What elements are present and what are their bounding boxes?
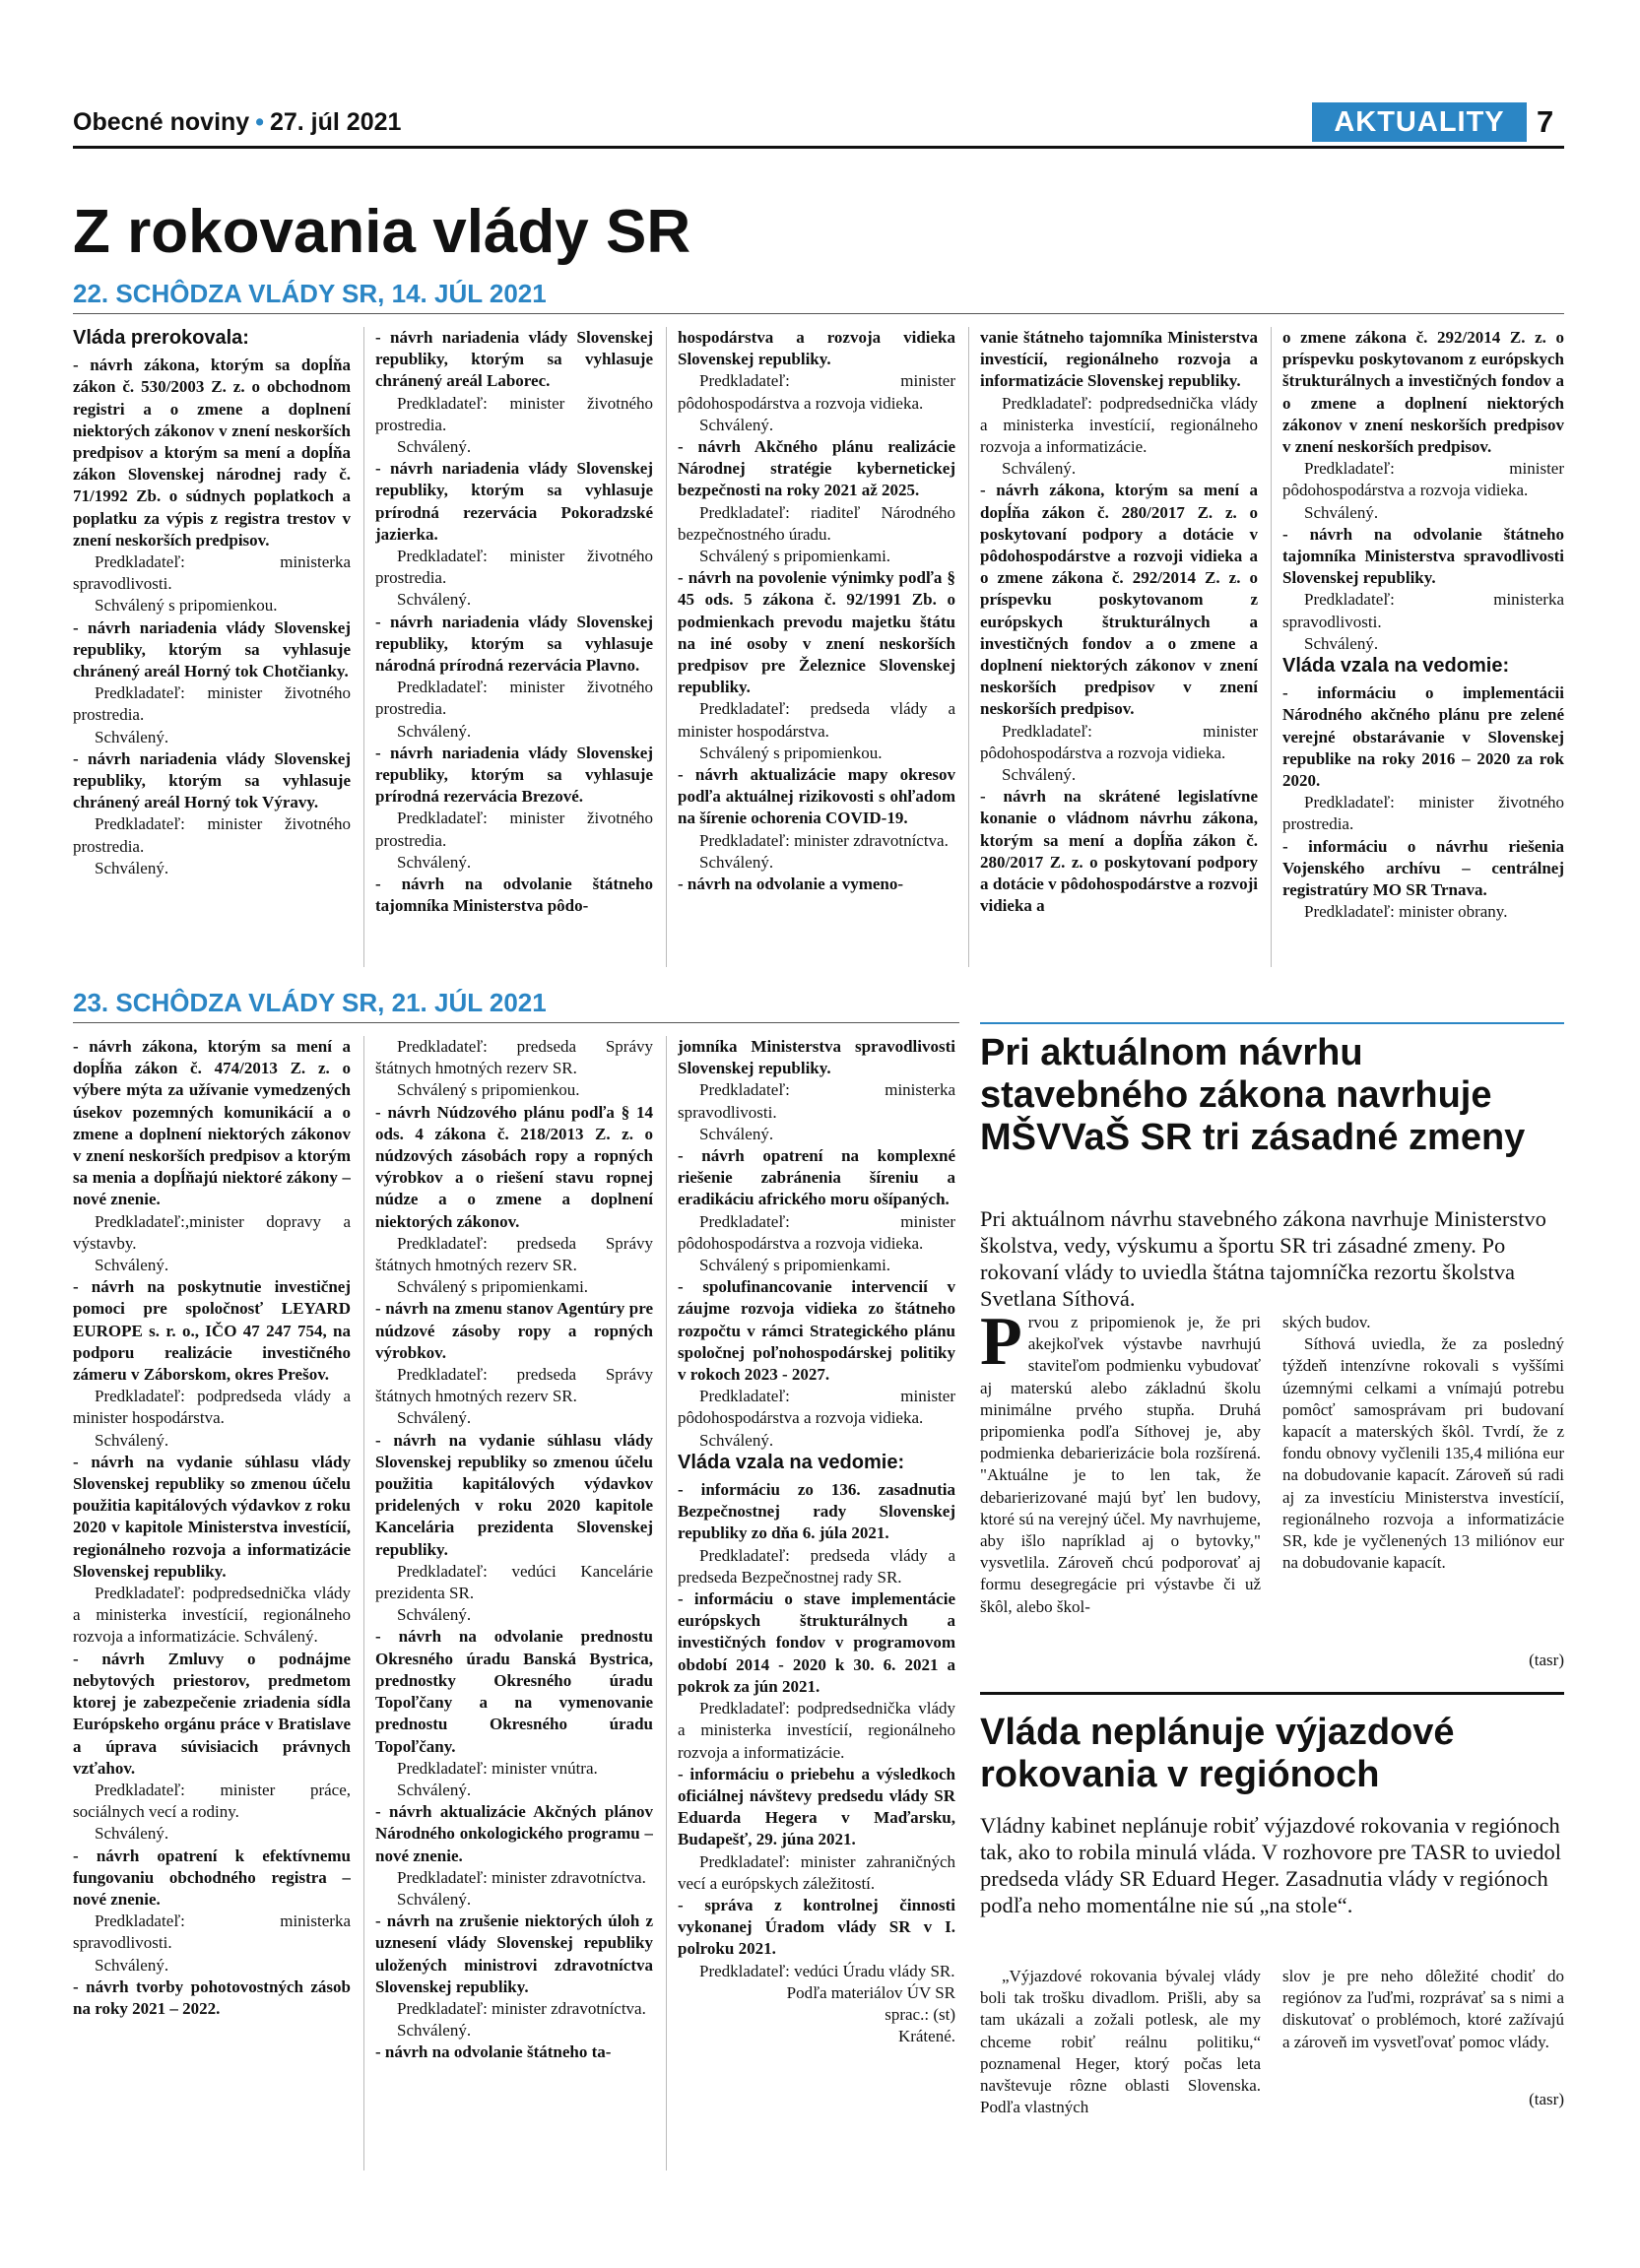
status: Schválený s pripomienkou. — [95, 596, 278, 616]
agenda-item: - návrh aktualizácie Akčných plánov Národného onkologického programu – nové znenie. — [375, 1802, 653, 1865]
article1-title: Pri aktuálnom návrhu stavebného zákona navrhuje MŠVVaŠ SR tri zásadné zmeny — [980, 1032, 1526, 1158]
status: Schválený. — [1304, 633, 1379, 653]
agenda-item: - návrh Akčného plánu realizácie Národnej stratégie kybernetickej bezpečnosti na roky 2021 až 2025. — [678, 437, 955, 500]
s23-column-2 — [375, 1036, 653, 2171]
column-divider — [666, 327, 667, 967]
submitter: Predkladateľ: predseda Správy štátnych hmotných rezerv SR. — [375, 1233, 653, 1275]
submitter: Predkladateľ: minister pôdohospodárstva a rozvoja vidieka. — [678, 1211, 955, 1253]
agenda-item: - návrh na odvolanie a vymeno- — [678, 875, 904, 894]
article1-body-col1 — [980, 1312, 1261, 1666]
status: Schválený. — [397, 1408, 472, 1428]
status: Schválený s pripomienkami. — [699, 1256, 891, 1275]
s22-column-3 — [678, 327, 955, 967]
submitter: Predkladateľ: minister životného prostredia. — [375, 809, 653, 850]
agenda-item: - informáciu o návrhu riešenia Vojenského archívu – centrálnej registratúry MO SR Trnava. — [1282, 836, 1564, 900]
agenda-item: - informáciu zo 136. zasadnutia Bezpečnostnej rady Slovenskej republiky zo dňa 6. júla 2021. — [678, 1480, 955, 1543]
status: Schválený s pripomienkami. — [397, 1277, 589, 1297]
agenda-item: vanie štátneho tajomníka Ministerstva investícií, regionálneho rozvoja a informatizácie Slovenskej republiky. — [980, 328, 1258, 391]
agenda-item: - návrh nariadenia vlády Slovenskej republiky, ktorým sa vyhlasuje prírodná rezervácia Pokoradzské jazierka. — [375, 459, 653, 544]
agenda-item: - návrh na povolenie výnimky podľa § 45 ods. 5 zákona č. 92/1991 Zb. o podmienkach prevodu majetku štátu na iné osoby v znení neskorších predpisov pre Železnice Slovenskej republiky. — [678, 568, 955, 697]
status: Schválený. — [1304, 502, 1379, 522]
submitter: Predkladateľ: predseda vlády a predseda Bezpečnostnej rady SR. — [678, 1545, 955, 1587]
agenda-item: - návrh opatrení na komplexné riešenie zabránenia šíreniu a eradikáciu afrického moru ošípaných. — [678, 1146, 955, 1209]
submitter: Predkladateľ:,minister dopravy a výstavby. — [73, 1211, 351, 1253]
page-number: 7 — [1537, 104, 1554, 139]
article1-dropcap: P — [980, 1312, 1022, 1380]
agenda-item: jomníka Ministerstva spravodlivosti Slovenskej republiky. — [678, 1037, 955, 1078]
submitter: Predkladateľ: ministerka spravodlivosti. — [73, 1912, 351, 1953]
submitter: Predkladateľ: ministerka spravodlivosti. — [73, 552, 351, 594]
status: Schválený. — [397, 1780, 472, 1799]
agenda-item: - návrh Zmluvy o podnájme nebytových priestorov, predmetom ktorej je zabezpečenie zriadenia sídla Európskeho orgánu práce v Bratislave a úprava súvisiacich právnych vzťahov. — [73, 1649, 351, 1778]
article2-body-col2 — [1282, 1966, 1564, 2084]
agenda-item: - informáciu o stave implementácie európskych štrukturálnych a investičných fondov v programovom období 2014 - 2020 k 30. 6. 2021 a pokrok za jún 2021. — [678, 1589, 955, 1696]
status: Schválený. — [95, 858, 169, 877]
status: Schválený s pripomienkami. — [699, 547, 891, 566]
agenda-item: - návrh zákona, ktorým sa mení a dopĺňa zákon č. 280/2017 Z. z. o poskytovaní podpory a dotácie v pôdohospodárstve a rozvoji vidieka a o zmene zákona č. 292/2014 Z. z. o príspevku poskytovanom z európskych štrukturálnych a investičných fondov a o zmene a doplnení niektorých zákonov v znení neskorších predpisov v znení neskorších predpisov. — [980, 481, 1258, 719]
section-badge: AKTUALITY — [1312, 102, 1527, 142]
source-note: Krátené. — [897, 2027, 955, 2046]
agenda-item: - návrh na odvolanie prednostu Okresného úradu Banská Bystrica, prednostky Okresného úradu Topoľčany a na vymenovanie prednostu Okresného úradu Topoľčany. — [375, 1627, 653, 1756]
article2-body-text2: slov je pre neho dôležité chodiť do regiónov za ľuďmi, rozprávať sa s nimi a diskutovať o problémoch, ktoré zažívajú a zároveň im vysvetľovať pomoc vlády. — [1282, 1967, 1564, 2051]
masthead — [73, 108, 401, 137]
column-divider — [666, 1036, 667, 2171]
submitter: Predkladateľ: podpredseda vlády a minister hospodárstva. — [73, 1387, 351, 1428]
column-divider — [363, 1036, 364, 2171]
agenda-item: - návrh zákona, ktorým sa dopĺňa zákon č. 530/2003 Z. z. o obchodnom registri a o zmene a doplnení niektorých zákonov v znení neskorších predpisov a ktorým sa mení a dopĺňa zákon Slovenskej národnej rady č. 71/1992 Zb. o súdnych poplatkoch a poplatku za výpis z registra trestov v znení neskorších predpisov. — [73, 356, 351, 550]
separator-dot: • — [255, 108, 264, 136]
status: Schválený. — [397, 437, 472, 457]
status: Schválený. — [397, 852, 472, 872]
article2-body-text1: „Výjazdové rokovania bývalej vlády boli tak trošku divadlom. Prišli, aby sa tam ukázali a zožali potlesk, ale my chceme robiť reálnu politiku,“ poznamenal Heger, ktorý počas leta navštevuje rôzne oblasti Slovenska. Podľa vlastných — [980, 1967, 1261, 2117]
submitter: Predkladateľ: minister zdravotníctva. — [397, 1998, 646, 2018]
submitter: Predkladateľ: minister zdravotníctva. — [699, 830, 949, 850]
agenda-item: - návrh tvorby pohotovostných zásob na roky 2021 – 2022. — [73, 1976, 351, 2018]
article1-credit: (tasr) — [1529, 1651, 1564, 1669]
submitter: Predkladateľ: minister vnútra. — [397, 1758, 598, 1778]
agenda-item: - návrh na odvolanie štátneho ta- — [375, 2042, 612, 2062]
status: Schválený. — [95, 1430, 169, 1450]
agenda-item: - návrh na vydanie súhlasu vlády Slovenskej republiky so zmenou účelu použitia kapitálových výdavkov z roku 2020 v kapitole Ministerstva investícií, regionálneho rozvoja a informatizácie Slovenskej republiky. — [73, 1452, 351, 1581]
status: Schválený. — [699, 415, 774, 434]
subheading: Vláda vzala na vedomie: — [1282, 655, 1510, 678]
source-note: sprac.: (st) — [885, 2004, 955, 2024]
submitter: Predkladateľ: minister životného prostredia. — [73, 683, 351, 725]
status: Schválený. — [397, 1605, 472, 1625]
status: Schválený. — [699, 852, 774, 872]
article-separator — [980, 1692, 1564, 1695]
status: Schválený. — [397, 2021, 472, 2041]
submitter: Predkladateľ: minister práce, sociálnych vecí a rodiny. — [73, 1780, 351, 1822]
agenda-item: - správa z kontrolnej činnosti vykonanej Úradom vlády SR v I. polroku 2021. — [678, 1895, 955, 1959]
submitter: Predkladateľ: vedúci Kancelárie prezidenta SR. — [375, 1561, 653, 1603]
submitter: Predkladateľ: ministerka spravodlivosti. — [678, 1080, 955, 1122]
header-rule — [73, 146, 1564, 149]
submitter: Predkladateľ: minister životného prostredia. — [375, 678, 653, 719]
submitter: Predkladateľ: minister pôdohospodárstva a rozvoja vidieka. — [678, 1387, 955, 1428]
submitter: Predkladateľ: minister zahraničných vecí a európskych záležitostí. — [678, 1851, 955, 1893]
agenda-item: - informáciu o implementácii Národného akčného plánu pre zelené verejné obstarávanie v Slovenskej republike na roky 2016 – 2020 za rok 2020. — [1282, 683, 1564, 791]
submitter: Predkladateľ: riaditeľ Národného bezpečnostného úradu. — [678, 502, 955, 544]
agenda-item: - návrh na vydanie súhlasu vlády Slovenskej republiky so zmenou účelu použitia kapitálových výdavkov pridelených v roku 2020 kapitole Kancelária prezidenta Slovenskej republiky. — [375, 1430, 653, 1559]
agenda-item: - návrh nariadenia vlády Slovenskej republiky, ktorým sa vyhlasuje chránený areál Laborec. — [375, 328, 653, 391]
article1-body-col2 — [1282, 1312, 1564, 1647]
agenda-item: - návrh nariadenia vlády Slovenskej republiky, ktorým sa vyhlasuje chránený areál Horný tok Chotčianky. — [73, 617, 351, 681]
status: Schválený. — [95, 1256, 169, 1275]
s22-column-1 — [73, 327, 351, 967]
submitter: Predkladateľ: minister životného prostredia. — [73, 814, 351, 856]
article2-title: Vláda neplánuje výjazdové rokovania v regiónoch — [980, 1712, 1455, 1795]
column-divider — [1271, 327, 1272, 967]
submitter: Predkladateľ: minister obrany. — [1304, 902, 1508, 922]
submitter: Predkladateľ: minister životného prostredia. — [1282, 793, 1564, 834]
submitter: Predkladateľ: vedúci Úradu vlády SR. — [699, 1961, 955, 1980]
status: Schválený. — [1002, 765, 1077, 785]
agenda-item: - návrh Núdzového plánu podľa § 14 ods. 4 zákona č. 218/2013 Z. z. o núdzových zásobách ropy a ropných výrobkov a o riešení stavu ropnej núdze a o zmene a doplnení niektorých zákonov. — [375, 1102, 653, 1231]
agenda-item: - návrh na poskytnutie investičnej pomoci pre spoločnosť LEYARD EUROPE s. r. o., IČO 47 247 754, na podporu realizácie investičného zámeru v Záborskom, okres Prešov. — [73, 1277, 351, 1385]
submitter: Predkladateľ: minister pôdohospodárstva a rozvoja vidieka. — [678, 371, 955, 413]
submitter: Predkladateľ: minister pôdohospodárstva a rozvoja vidieka. — [980, 721, 1258, 762]
agenda-item: - návrh na odvolanie štátneho tajomníka Ministerstva pôdo- — [375, 875, 653, 916]
agenda-item: hospodárstva a rozvoja vidieka Slovenskej republiky. — [678, 328, 955, 369]
s23-column-3 — [678, 1036, 955, 2171]
page-title: Z rokovania vlády SR — [73, 198, 691, 266]
agenda-item: - návrh na zmenu stanov Agentúry pre núdzové zásoby ropy a ropných výrobkov. — [375, 1299, 653, 1362]
submitter: Predkladateľ: podpredsednička vlády a ministerka investícií, regionálneho rozvoja a informatizácie. — [678, 1699, 955, 1762]
status: Schválený s pripomienkou. — [397, 1080, 580, 1100]
agenda-item: - návrh nariadenia vlády Slovenskej republiky, ktorým sa vyhlasuje chránený areál Horný tok Výravy. — [73, 748, 351, 812]
s22-column-4 — [980, 327, 1258, 967]
s22-column-2 — [375, 327, 653, 967]
submitter: Predkladateľ: minister životného prostredia. — [375, 547, 653, 588]
agenda-item: - návrh zákona, ktorým sa mení a dopĺňa zákon č. 474/2013 Z. z. o výbere mýta za užívanie vymedzených úsekov pozemných komunikácií a o zmene a doplnení niektorých zákonov v znení neskorších predpisov a ktorým sa menia a dopĺňajú niektoré zákony – nové znenie. — [73, 1037, 351, 1209]
submitter: Predkladateľ: ministerka spravodlivosti. — [1282, 590, 1564, 631]
status: Schválený. — [1002, 459, 1077, 479]
issue-date: 27. júl 2021 — [269, 108, 402, 136]
status: Schválený. — [95, 727, 169, 746]
submitter: Predkladateľ: predseda Správy štátnych hmotných rezerv SR. — [375, 1365, 653, 1406]
submitter: Predkladateľ: minister životného prostredia. — [375, 393, 653, 434]
column-divider — [968, 327, 969, 967]
agenda-item: - návrh opatrení k efektívnemu fungovaniu obchodného registra – nové znenie. — [73, 1846, 351, 1909]
session22-rule — [73, 313, 1564, 314]
submitter: Predkladateľ: minister zdravotníctva. — [397, 1867, 646, 1887]
article2-credit: (tasr) — [1529, 2090, 1564, 2108]
s22-column-5 — [1282, 327, 1564, 967]
article1-body-text1: rvou z pripomienok je, že pri akejkoľvek výstavbe navrhujú staviteľom podmienku vybudovať aj materskú alebo základnú školu minimálne prvého stupňa. Druhá pripomienka podľa Síthovej je, aby podmienka debarierizácie bola rozšírená. "Aktuálne je to len tak, že debarierizované majú byť len budovy, ktoré sú na verejný účel. My navrhujeme, aby išlo napríklad aj o bytovky," vysvetlila. Zároveň chcú podporovať aj formu desegregácie pri výstavbe či už škôl, alebo škol- — [980, 1313, 1261, 1616]
article1-body-text2b: Síthová uviedla, že za posledný týždeň intenzívne rokovali s vyššími územnými celkami a vnímajú potrebu pomôcť samosprávam pri budovaní kapacít a materských škôl. Tvrdí, že z fondu obnovy vyčlenili 135,4 milióna eur na dobudovanie kapacít. Zároveň sú radi aj za investíciu Ministerstva investícií, regionálneho rozvoja a informatizácie SR, kde je vyčlenených 13 miliónov eur na dobudovanie kapacít. — [1282, 1334, 1564, 1573]
status: Schválený. — [397, 590, 472, 610]
agenda-item: - návrh na skrátené legislatívne konanie o vládnom návrhu zákona, ktorým sa mení a dopĺňa zákon č. 280/2017 Z. z. o poskytovaní podpory a dotácie v pôdohospodárstve a rozvoji vidieka a — [980, 787, 1258, 916]
subheading: Vláda vzala na vedomie: — [678, 1451, 905, 1473]
subheading: Vláda prerokovala: — [73, 327, 249, 349]
agenda-item: - návrh nariadenia vlády Slovenskej republiky, ktorým sa vyhlasuje prírodná rezervácia Brezové. — [375, 743, 653, 807]
status: Schválený. — [699, 1430, 774, 1450]
publication-name: Obecné noviny — [73, 108, 250, 136]
s23-column-1 — [73, 1036, 351, 2171]
submitter: Predkladateľ: podpredsednička vlády a ministerka investícií, regionálneho rozvoja a informatizácie. — [980, 393, 1258, 457]
article2-body-col1 — [980, 1966, 1261, 2143]
status: Schválený. — [397, 721, 472, 741]
submitter: Predkladateľ: predseda Správy štátnych hmotných rezerv SR. — [375, 1037, 653, 1078]
session23-heading: 23. SCHÔDZA VLÁDY SR, 21. JÚL 2021 — [73, 988, 547, 1017]
agenda-item: - informáciu o priebehu a výsledkoch oficiálnej návštevy predsedu vlády SR Eduarda Hegera v Maďarsku, Budapešť, 29. júna 2021. — [678, 1764, 955, 1849]
agenda-item: - návrh na zrušenie niektorých úloh z uznesení vlády Slovenskej republiky uložených ministrovi zdravotníctva Slovenskej republiky. — [375, 1912, 653, 1996]
article2-lead: Vládny kabinet neplánuje robiť výjazdové rokovania v regiónoch tak, ako to robila minulá vláda. V rozhovore pre TASR to uviedol predseda vlády SR Eduard Heger. Zasadnutia vlády v regiónoch podľa neho momentálne nie sú „na stole“. — [980, 1813, 1561, 1917]
agenda-item: - návrh aktualizácie mapy okresov podľa aktuálnej rizikovosti s ohľadom na šírenie ochorenia COVID-19. — [678, 765, 955, 828]
article1-top-rule — [980, 1022, 1564, 1024]
agenda-item: o zmene zákona č. 292/2014 Z. z. o príspevku poskytovanom z európskych štrukturálnych a investičných fondov a o zmene a doplnení niektorých zákonov v znení neskorších predpisov v znení neskorších predpisov. — [1282, 328, 1564, 457]
session23-rule — [73, 1022, 959, 1023]
column-divider — [363, 327, 364, 967]
status: Schválený. — [95, 1955, 169, 1975]
status: Schválený. — [397, 1889, 472, 1909]
status: Schválený. — [95, 1824, 169, 1844]
source-note: Podľa materiálov ÚV SR — [786, 1982, 955, 2002]
article1-body-text2a: ských budov. — [1282, 1313, 1371, 1331]
article1-lead: Pri aktuálnom návrhu stavebného zákona navrhuje Ministerstvo školstva, vedy, výskumu a športu SR tri zásadné zmeny. Po rokovaní vlády to uviedla štátna tajomníčka rezortu školstva Svetlana Síthová. — [980, 1206, 1546, 1311]
status: Schválený s pripomienkou. — [699, 743, 883, 762]
agenda-item: - spolufinancovanie intervencií v záujme rozvoja vidieka zo štátneho rozpočtu v rámci Strategického plánu spoločnej poľnohospodárskej politiky v rokoch 2023 - 2027. — [678, 1277, 955, 1385]
submitter: Predkladateľ: minister pôdohospodárstva a rozvoja vidieka. — [1282, 459, 1564, 500]
session22-heading: 22. SCHÔDZA VLÁDY SR, 14. JÚL 2021 — [73, 279, 547, 308]
agenda-item: - návrh na odvolanie štátneho tajomníka Ministerstva spravodlivosti Slovenskej republiky. — [1282, 524, 1564, 588]
agenda-item: - návrh nariadenia vlády Slovenskej republiky, ktorým sa vyhlasuje národná prírodná rezervácia Plavno. — [375, 612, 653, 676]
status: Schválený. — [699, 1124, 774, 1143]
submitter: Predkladateľ: podpredsednička vlády a ministerka investícií, regionálneho rozvoja a informatizácie. Schválený. — [73, 1584, 351, 1647]
submitter: Predkladateľ: predseda vlády a minister hospodárstva. — [678, 699, 955, 741]
